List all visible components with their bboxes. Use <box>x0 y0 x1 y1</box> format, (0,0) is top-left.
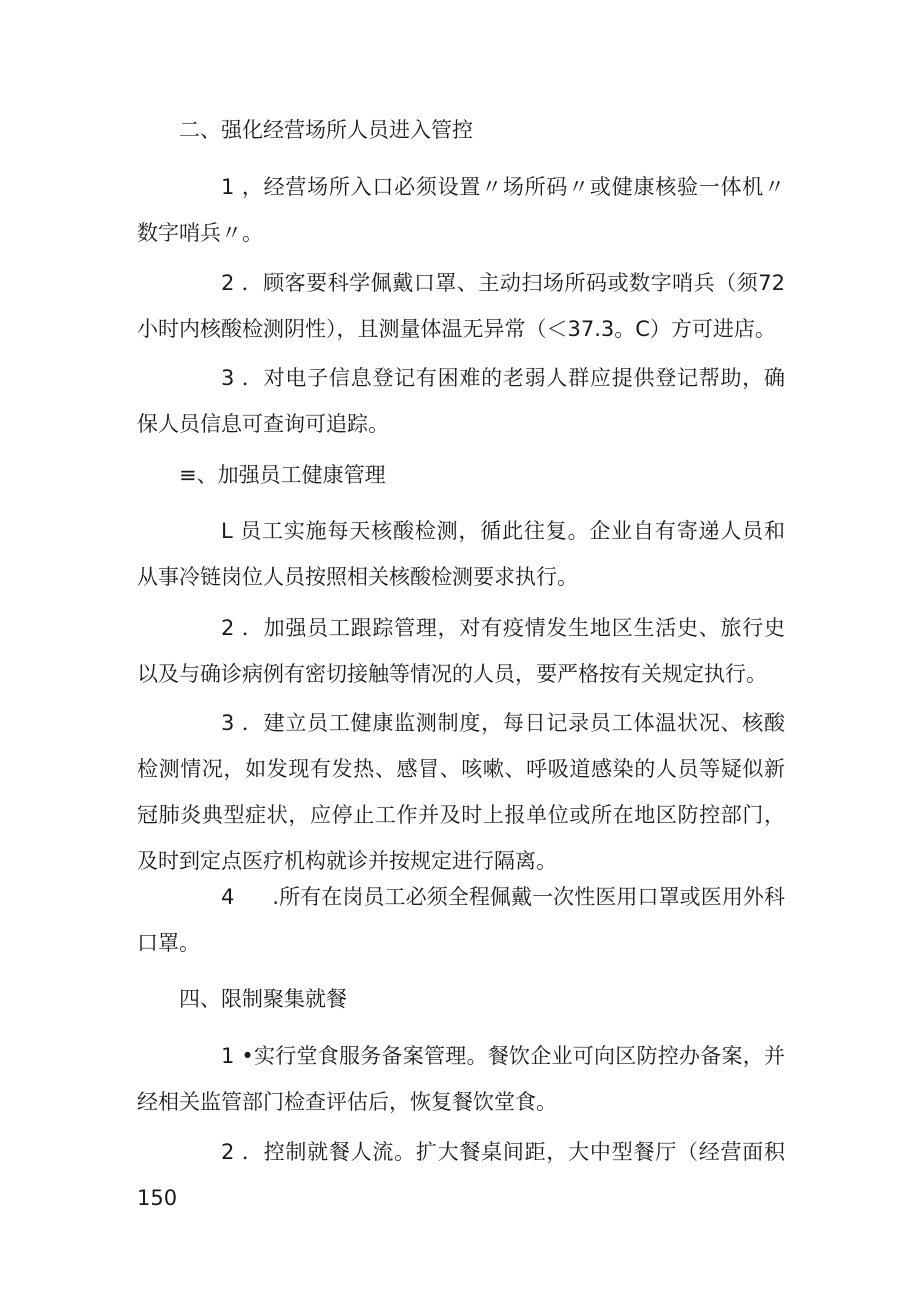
item-text: .所有在岗员工必须全程佩戴一次性医用口罩或医用外科口罩。 <box>137 885 785 955</box>
paragraph-2-2 <box>137 260 785 352</box>
item-text: ．顾客要科学佩戴口罩、主动扫场所码或数字哨兵（须72小时内核酸检测阴性），且测量体温无异常（＜37.3。C）方可进店。 <box>137 271 785 341</box>
section-heading-4 <box>179 976 347 1022</box>
paragraph-4-2 <box>137 1129 785 1221</box>
paragraph-2-3 <box>137 355 785 447</box>
section-heading-2 <box>179 107 473 153</box>
item-text: ．控制就餐人流。扩大餐桌间距，大中型餐厅（经营面积150 <box>137 1140 785 1210</box>
item-number: 2 <box>221 271 235 295</box>
item-text: ，经营场所入口必须设置〃场所码〃或健康核验一体机〃数字哨兵〃。 <box>137 175 785 245</box>
heading-text: 二、强化经营场所人员进入管控 <box>179 118 473 142</box>
item-number: 1 <box>221 1044 235 1068</box>
item-number: 2 <box>221 616 235 640</box>
paragraph-3-2 <box>137 605 785 697</box>
item-text: •实行堂食服务备案管理。餐饮企业可向区防控办备案，并经相关监管部门检查评估后，恢复餐饮堂食。 <box>137 1044 785 1114</box>
item-text: ．建立员工健康监测制度，每日记录员工体温状况、核酸检测情况，如发现有发热、感冒、咳嗽、呼吸道感染的人员等疑似新冠肺炎典型症状，应停止工作并及时上报单位或所在地区防控部门，及时到定点医疗机构就诊并按规定进行隔离。 <box>137 711 785 873</box>
item-number: 2 <box>221 1140 235 1164</box>
heading-text: ≡、加强员工健康管理 <box>179 463 386 487</box>
item-number: 1 <box>221 175 235 199</box>
item-text: 员工实施每天核酸检测，循此往复。企业自有寄递人员和从事冷链岗位人员按照相关核酸检测要求执行。 <box>137 519 785 589</box>
paragraph-3-4 <box>137 874 785 966</box>
paragraph-3-3 <box>137 700 785 884</box>
item-text: ．加强员工跟踪管理，对有疫情发生地区生活史、旅行史以及与确诊病例有密切接触等情况的人员，要严格按有关规定执行。 <box>137 616 785 686</box>
paragraph-4-1 <box>137 1033 785 1125</box>
item-number: L <box>221 519 233 543</box>
heading-text: 四、限制聚集就餐 <box>179 987 347 1011</box>
paragraph-2-1 <box>137 164 785 256</box>
item-number: 3 <box>221 366 235 390</box>
item-number: 4 <box>221 885 235 909</box>
item-text: ．对电子信息登记有困难的老弱人群应提供登记帮助，确保人员信息可查询可追踪。 <box>137 366 785 436</box>
item-number: 3 <box>221 711 235 735</box>
paragraph-3-1 <box>137 508 785 600</box>
section-heading-3 <box>179 452 386 498</box>
